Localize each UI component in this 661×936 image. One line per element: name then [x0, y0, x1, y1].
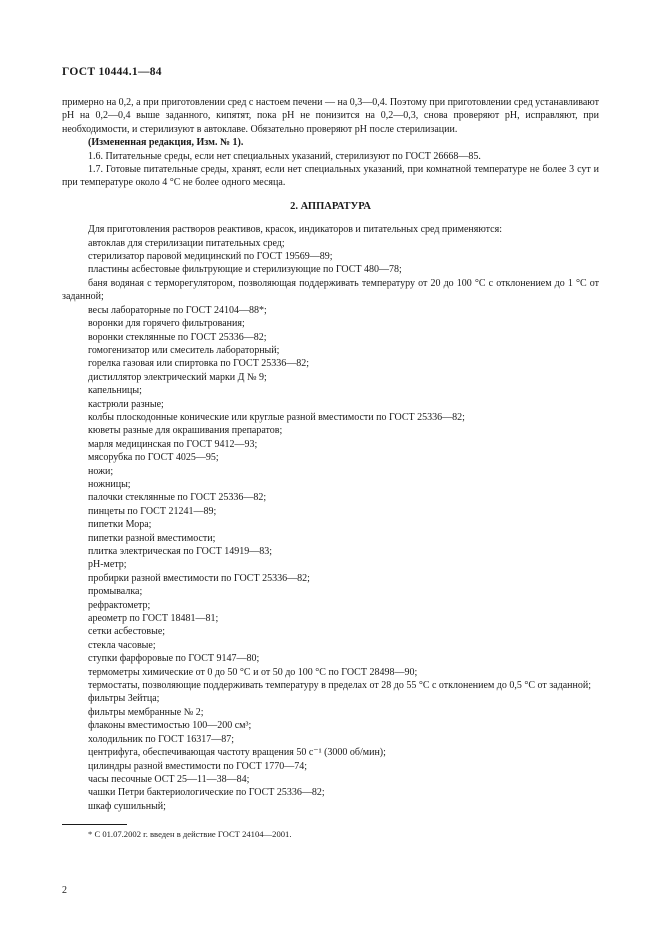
equipment-item: фильтры Зейтца;: [88, 693, 160, 705]
equipment-item: цилиндры разной вместимости по ГОСТ 1770—74;: [88, 760, 308, 772]
equipment-item: плитка электрическая по ГОСТ 14919—83;: [88, 546, 273, 557]
equipment-item: флаконы вместимостью 100—200 см³;: [88, 720, 252, 732]
equipment-item: центрифуга, обеспечивающая частоту вращения 50 с⁻¹ (3000 об/мин);: [88, 747, 386, 759]
equipment-item: капельницы;: [88, 385, 142, 397]
equipment-item: пробирки разной вместимости по ГОСТ 25336—82;: [88, 572, 310, 584]
clause-1-7: 1.7. Готовые питательные среды, хранят, если нет специальных указаний, при комнатной температуре не более 3 сут и при температуре около 4 °С не более одного месяца.: [62, 164, 599, 189]
equipment-item: воронки для горячего фильтрования;: [88, 318, 245, 330]
equipment-item: ступки фарфоровые по ГОСТ 9147—80;: [88, 653, 260, 665]
equipment-item: пипетки Мора;: [88, 519, 152, 531]
equipment-item: пипетки разной вместимости;: [88, 532, 216, 544]
section-lead: Для приготовления растворов реактивов, красок, индикаторов и питательных сред применяются:: [88, 224, 502, 236]
equipment-item: ножницы;: [88, 478, 131, 490]
equipment-item: пинцеты по ГОСТ 21241—89;: [88, 505, 217, 517]
equipment-item: баня водяная с терморегулятором, позволяющая поддерживать температуру от 20 до 100 °С с отклонением до 1 °С от заданной;: [62, 277, 599, 303]
equipment-item: автоклав для стерилизации питательных сред;: [88, 237, 285, 249]
page-number: 2: [62, 885, 67, 896]
equipment-item: термометры химические от 0 до 50 °С и от 50 до 100 °С по ГОСТ 28498—90;: [88, 666, 418, 678]
equipment-item: рН-метр;: [88, 559, 127, 571]
equipment-item: колбы плоскодонные конические или круглые разной вместимости по ГОСТ 25336—82;: [88, 411, 465, 423]
equipment-item: гомогенизатор или смеситель лабораторный;: [88, 344, 280, 356]
equipment-item: термостаты, позволяющие поддерживать температуру в пределах от 28 до 55 °С с отклонением до 0,5 °С от заданной;: [88, 680, 592, 692]
equipment-item: марля медицинская по ГОСТ 9412—93;: [88, 438, 258, 450]
equipment-item: стерилизатор паровой медицинский по ГОСТ 19569—89;: [88, 251, 333, 263]
equipment-item: холодильник по ГОСТ 16317—87;: [88, 733, 235, 745]
clause-1-6: 1.6. Питательные среды, если нет специальных указаний, стерилизуют по ГОСТ 26668—85.: [88, 150, 481, 162]
equipment-item: часы песочные ОСТ 25—11—38—84;: [88, 773, 250, 785]
equipment-item: кюветы разные для окрашивания препаратов;: [88, 425, 283, 437]
equipment-item: рефрактометр;: [88, 599, 151, 611]
equipment-list: [62, 237, 599, 813]
equipment-item: весы лабораторные по ГОСТ 24104—88*;: [88, 304, 267, 316]
equipment-item: промывалка;: [88, 586, 143, 598]
equipment-item: шкаф сушильный;: [88, 800, 166, 812]
equipment-item: кастрюли разные;: [88, 398, 164, 410]
revision-note: (Измененная редакция, Изм. № 1).: [88, 137, 244, 149]
equipment-item: стекла часовые;: [88, 639, 156, 651]
equipment-item: горелка газовая или спиртовка по ГОСТ 25336—82;: [88, 358, 310, 370]
footnote: * С 01.07.2002 г. введен в действие ГОСТ 24104—2001.: [88, 829, 292, 839]
section-title: 2. АППАРАТУРА: [290, 200, 371, 212]
document-header: ГОСТ 10444.1—84: [62, 66, 162, 78]
equipment-item: пластины асбестовые фильтрующие и стерилизующие по ГОСТ 480—78;: [88, 264, 402, 276]
equipment-item: ареометр по ГОСТ 18481—81;: [88, 613, 219, 625]
equipment-item: мясорубка по ГОСТ 4025—95;: [88, 452, 219, 464]
footnote-divider: [62, 824, 127, 825]
equipment-item: фильтры мембранные № 2;: [88, 706, 204, 718]
equipment-item: дистиллятор электрический марки Д № 9;: [88, 371, 267, 383]
document-body: [62, 96, 599, 813]
equipment-item: палочки стеклянные по ГОСТ 25336—82;: [88, 492, 267, 504]
equipment-item: чашки Петри бактериологические по ГОСТ 25336—82;: [88, 787, 325, 799]
continuation-paragraph: примерно на 0,2, а при приготовлении сред с настоем печени — на 0,3—0,4. Поэтому при приготовлении сред устанавливают рН на 0,2—0,4 выше заданного, кипятят, пока рН не понизится на 0,2—0,3, снова проверяют рН, исправляют, при необходимости, и стерилизуют в автоклаве. Обязательно проверяют рН после стерилизации.: [62, 97, 599, 135]
equipment-item: воронки стеклянные по ГОСТ 25336—82;: [88, 331, 267, 343]
equipment-item: ножи;: [88, 465, 114, 477]
equipment-item: сетки асбестовые;: [88, 626, 166, 638]
